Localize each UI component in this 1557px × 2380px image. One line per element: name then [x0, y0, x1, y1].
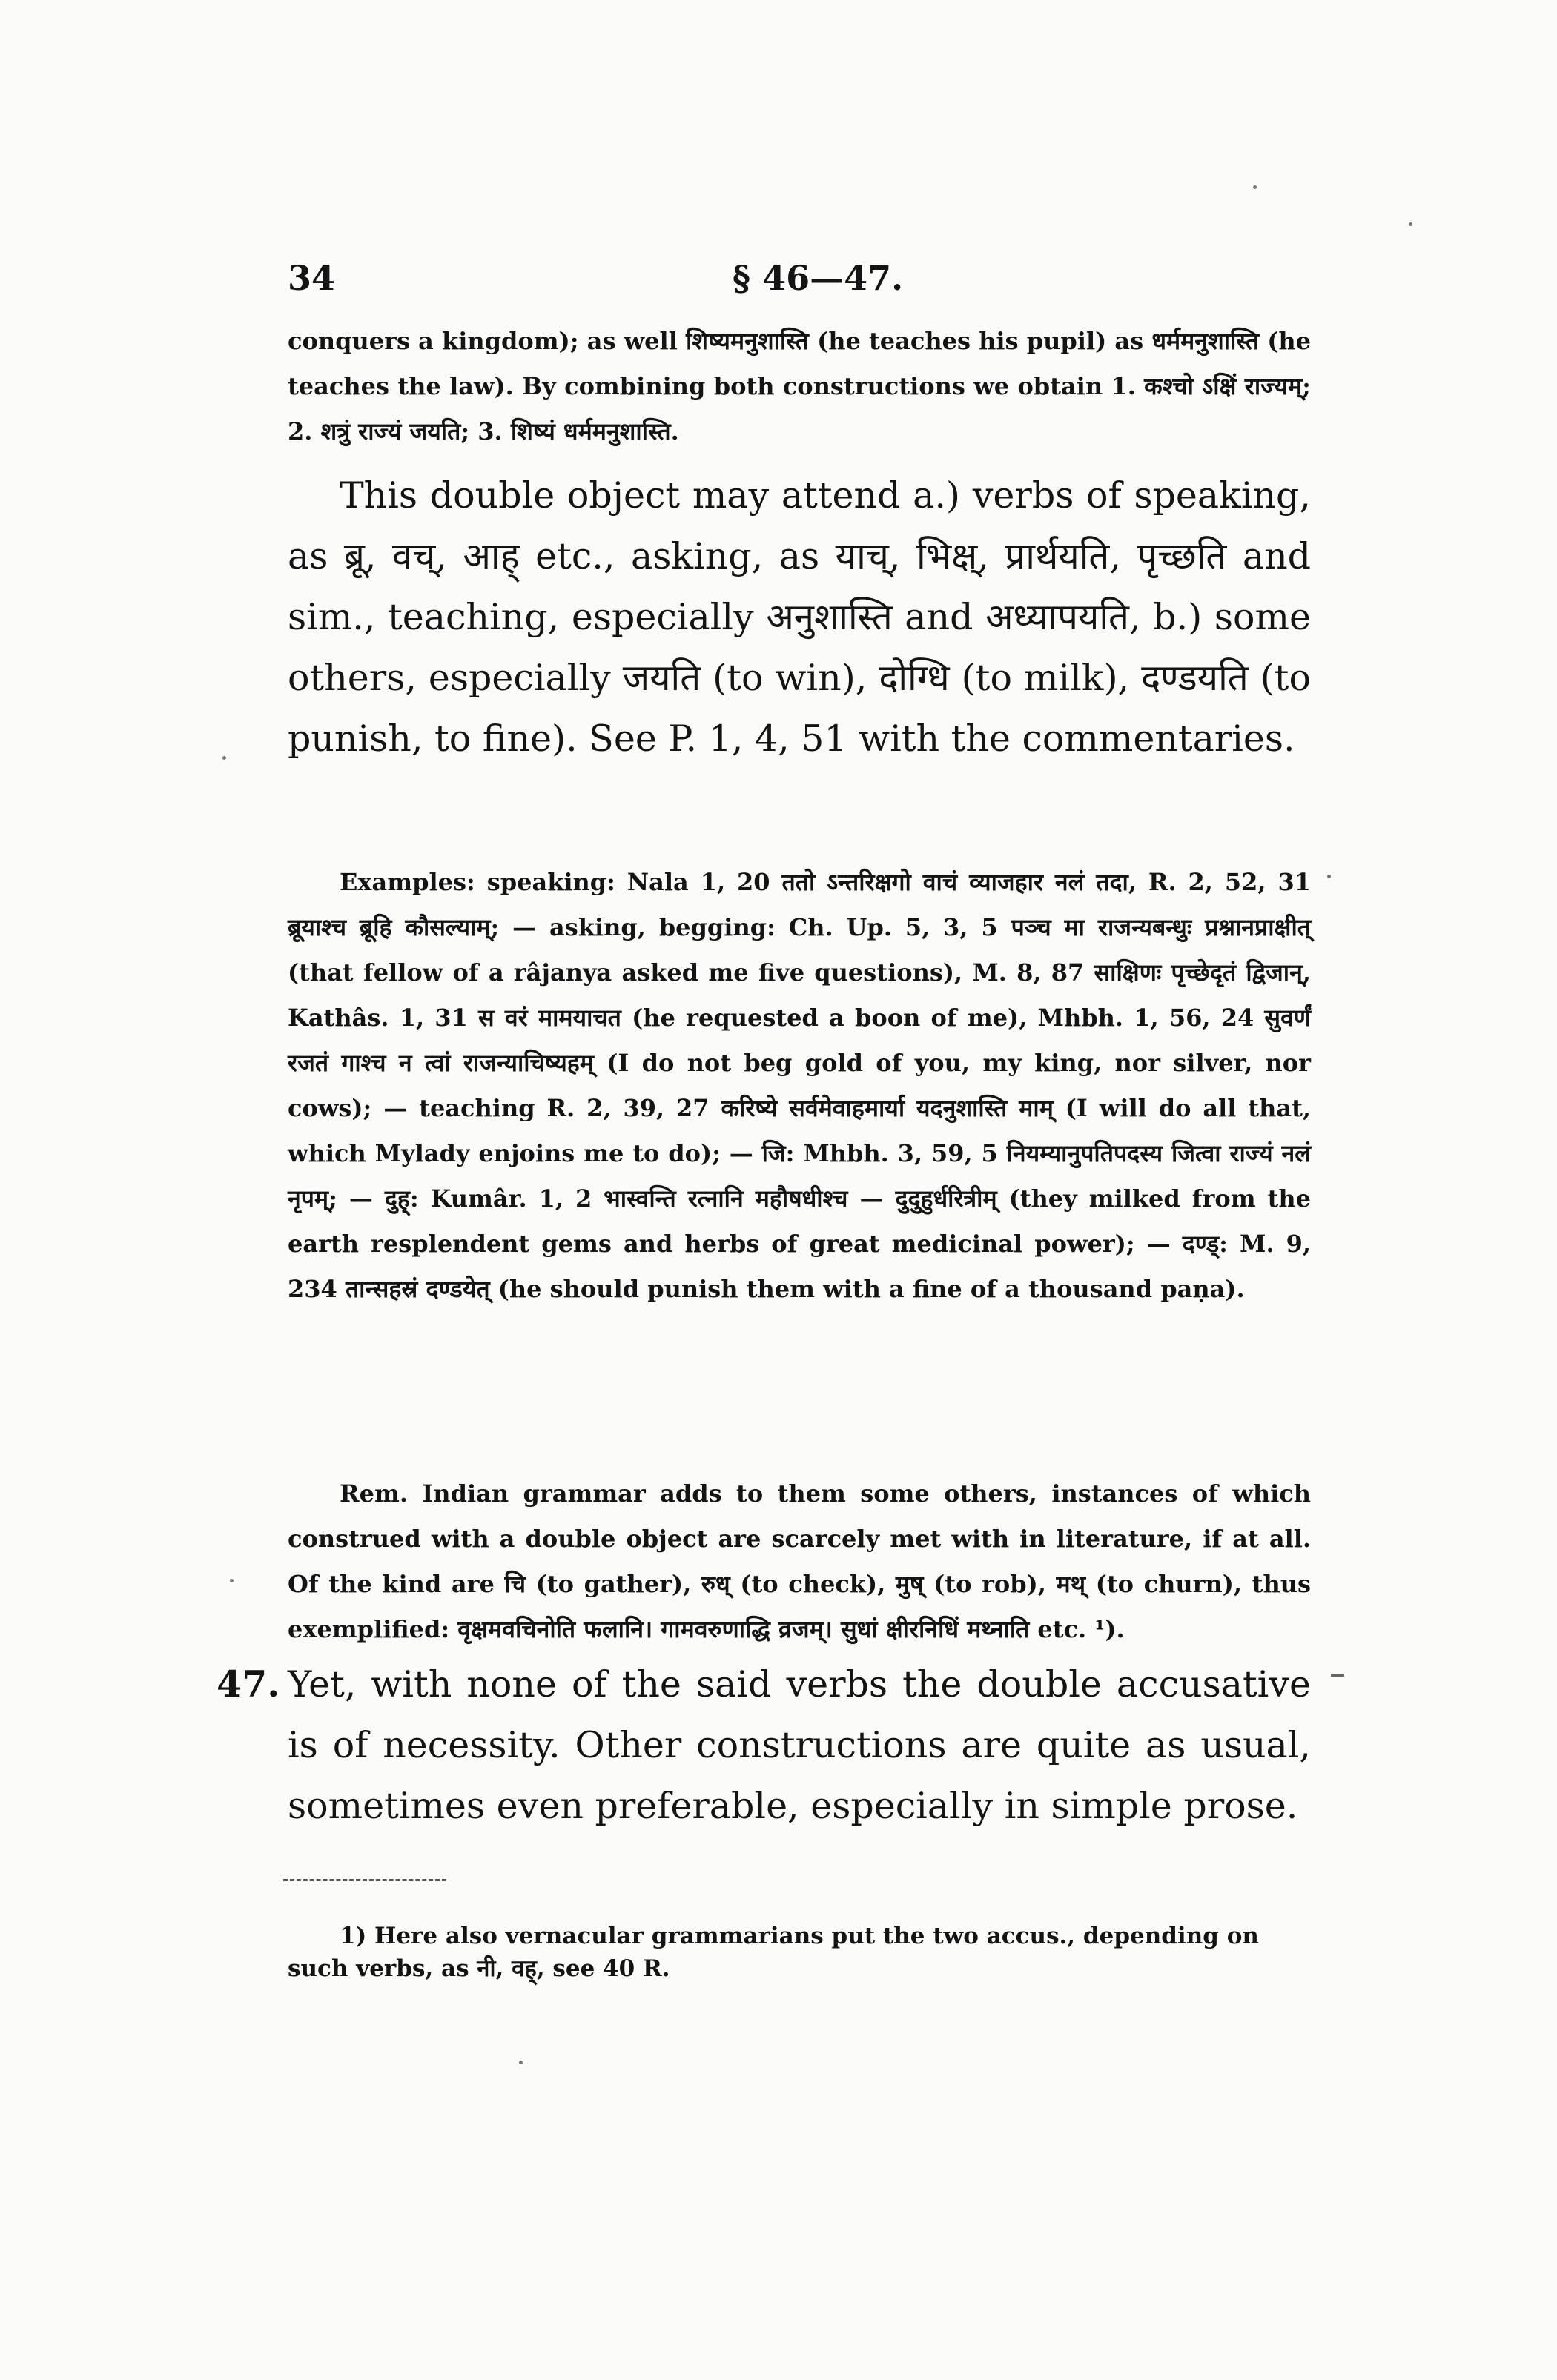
footnote-rule — [283, 1879, 446, 1881]
main-paragraph-46: This double object may attend a.) verbs of speaking, as ब्रू, वच्, आह् etc., asking, as याच्, भिक्ष्, प्रार्थयति, पृच्छति and sim., teaching, especially अनुशास्ति and अध्यापयति, b.) some others, especially जयति (to win), दोग्धि (to milk), दण्डयति (to punish, to fine). See P. 1, 4, 51 with the commentaries. — [288, 474, 1311, 760]
scan-mark — [1331, 1674, 1344, 1677]
intro-paragraph: conquers a kingdom); as well शिष्यमनुशास्ति (he teaches his pupil) as धर्ममनुशास्ति (he teaches the law). By combining both constructions we obtain 1. कश्चो ऽक्षिं राज्यम्; 2. शत्रुं राज्यं जयति; 3. शिष्यं धर्ममनुशास्ति. — [288, 327, 1311, 445]
main-paragraph-47: Yet, with none of the said verbs the double accusative is of necessity. Other constructions are quite as usual, sometimes even preferable, especially in simple prose. — [288, 1663, 1311, 1827]
scan-speck — [1409, 222, 1412, 226]
remark-paragraph: Rem. Indian grammar adds to them some others, instances of which construed with a double object are scarcely met with in literature, if at all. Of the kind are चि (to gather), रुध् (to check), मुष् (to rob), मथ् (to churn), thus exemplified: वृक्षमवचिनोति फलानि। गामवरुणाद्धि व्रजम्। सुधां क्षीरनिधिं मथ्नाति etc. ¹). — [288, 1479, 1311, 1643]
scan-speck — [1327, 875, 1331, 878]
scan-speck — [1253, 185, 1257, 189]
section-reference: § 46—47. — [733, 258, 904, 298]
paragraph-number-47: 47. — [216, 1663, 280, 1706]
footnote: 1) Here also vernacular grammarians put the two accus., depending on such verbs, as नी, वह्, see 40 R. — [288, 1923, 1259, 1982]
scan-speck — [222, 756, 226, 760]
running-header — [288, 258, 1311, 302]
scan-speck — [519, 2061, 523, 2064]
examples-paragraph: Examples: speaking: Nala 1, 20 ततो ऽन्तरिक्षगो वाचं व्याजहार नलं तदा, R. 2, 52, 31 ब्रूयाश्च ब्रूहि कौसल्याम्; — asking, begging: Ch. Up. 5, 3, 5 पञ्च मा राजन्यबन्धुः प्रश्नानप्राक्षीत् (that fellow of a râjanya asked me five questions), M. 8, 87 साक्षिणः पृच्छेदृतं द्विजान्, Kathâs. 1, 31 स वरं मामयाचत (he requested a boon of me), Mhbh. 1, 56, 24 सुवर्णं रजतं गाश्च न त्वां राजन्याचिष्यहम् (I do not beg gold of you, my king, nor silver, nor cows); — teaching R. 2, 39, 27 करिष्ये सर्वमेवाहमार्या यदनुशास्ति माम् (I will do all that, which Mylady enjoins me to do); — जि: Mhbh. 3, 59, 5 नियम्यानुपतिपदस्य जित्वा राज्यं नलं नृपम्; — दुह्: Kumâr. 1, 2 भास्वन्ति रत्नानि महौषधीश्च — दुदुहुर्धरित्रीम् (they milked from the earth resplendent gems and herbs of great medicinal power); — दण्ड्: M. 9, 234 तान्सहस्रं दण्डयेत् (he should punish them with a fine of a thousand paṇa). — [288, 868, 1311, 1303]
scan-speck — [230, 1579, 234, 1582]
page-number: 34 — [288, 258, 336, 298]
